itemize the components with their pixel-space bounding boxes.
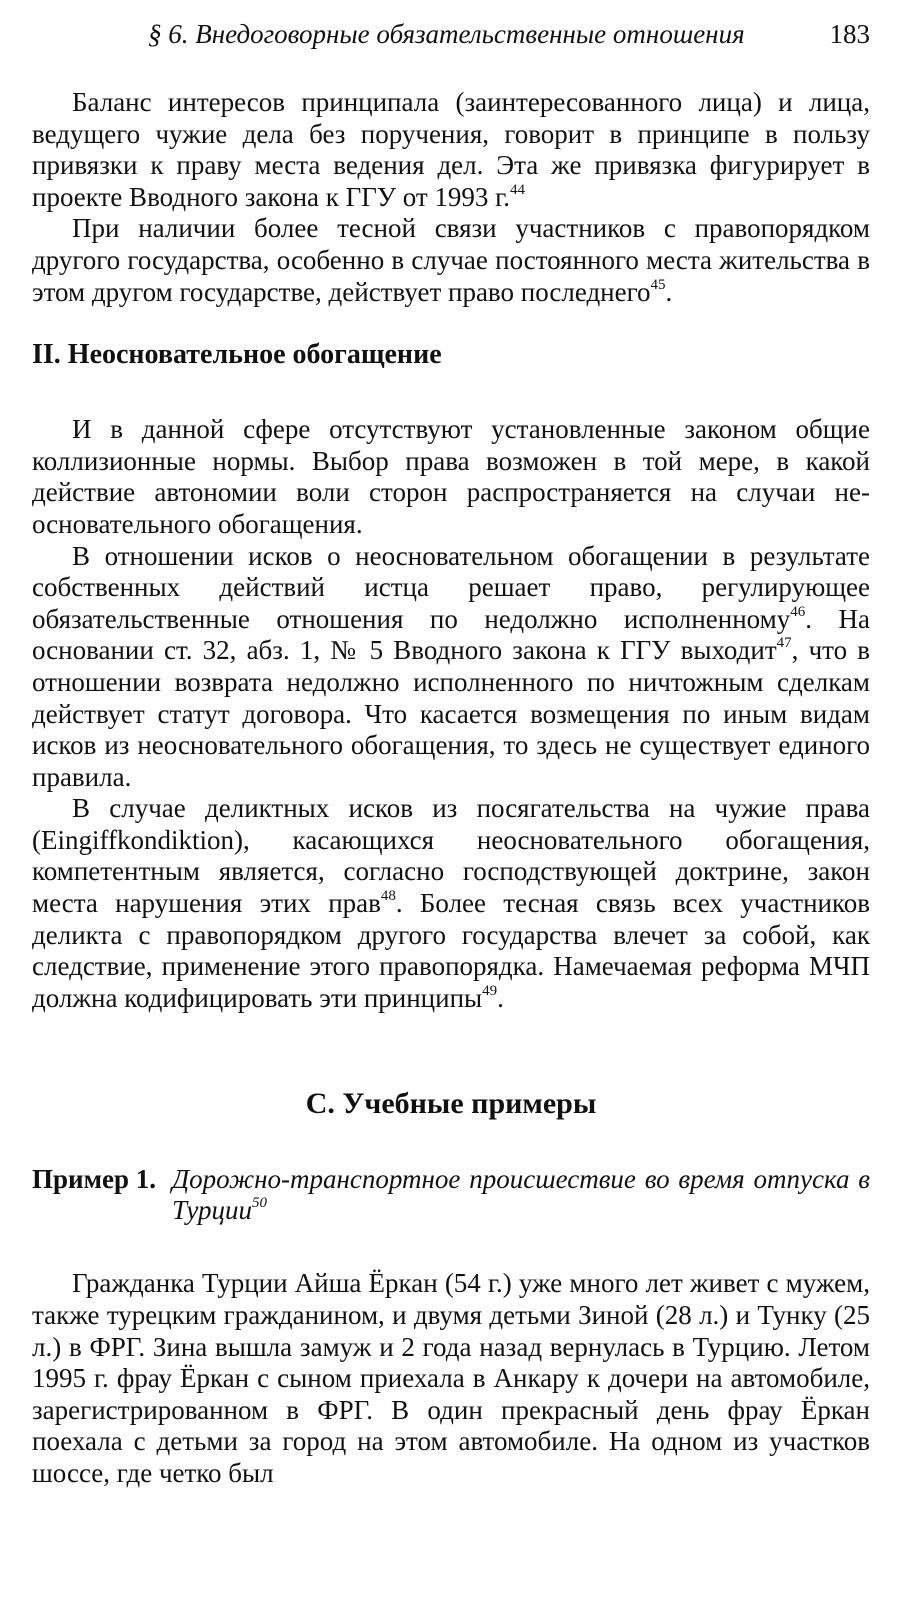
example-title-text: Дорожно-транспортное происшествие во время отпуска в Турции xyxy=(172,1164,870,1226)
example-heading xyxy=(32,1164,870,1226)
footnote-ref-45: 45 xyxy=(650,276,666,293)
book-page xyxy=(32,14,870,1490)
running-title: § 6. Внедоговорные обязательственные отношения xyxy=(148,19,745,49)
example-label: Пример 1. xyxy=(32,1164,156,1195)
punctuation: . xyxy=(497,982,504,1013)
paragraph-text: . Более тесная связь всех участников деликта с правопорядком другого государства влечет за собой, как следствие, применение этого правопорядка. Намечаемая реформа МЧП должна кодифицировать эти принципы xyxy=(32,888,870,1013)
paragraph-2 xyxy=(32,213,870,308)
running-header xyxy=(32,14,870,54)
part-heading: С. Учебные примеры xyxy=(305,1087,597,1121)
paragraph-text: При наличии более тесной связи участников с правопорядком другого государства, особенно в случае постоянного места жительства в этом другом государстве, действует право последнего xyxy=(32,213,870,307)
footnote-ref-47: 47 xyxy=(776,635,792,652)
paragraph-1 xyxy=(32,87,870,213)
footnote-ref-49: 49 xyxy=(482,982,498,999)
example-title xyxy=(172,1164,870,1226)
text-block-1 xyxy=(32,87,870,308)
paragraph-5 xyxy=(32,793,870,1014)
footnote-ref-46: 46 xyxy=(790,603,806,620)
paragraph-text: Баланс интересов принципала (заинтересованного лица) и лица, ведущего чужие дела без поручения, говорит в принципе в пользу привязки к праву места ведения дел. Эта же привязка фигурирует в проекте Вводного закона к ГГУ от 1993 г. xyxy=(32,87,870,212)
paragraph-4 xyxy=(32,541,870,794)
footnote-ref-44: 44 xyxy=(509,181,525,198)
footnote-ref-48: 48 xyxy=(380,888,396,905)
paragraph-text: В случае деликтных исков из посягательства на чужие права (Eingiffkondiktion), касающихся неосновательного обогащения, компетентным является, согласно господствующей доктрине, закон места нарушения этих прав xyxy=(32,793,870,919)
paragraph-3: И в данной сфере отсутствуют установленные законом общие коллизионные нормы. Выбор права возможен в той мере, в какой действие автономии воли сторон распространяется на случаи неосновательного обогащения. xyxy=(32,414,870,539)
paragraph-6: Гражданка Турции Айша Ёркан (54 г.) уже много лет живет с мужем, также турецким гражданином, и двумя детьми Зиной (28 л.) и Тунку (25 л.) в ФРГ. Зина вышла замуж и 2 года назад вернулась в Турцию. Летом 1995 г. фрау Ёркан с сыном приехала в Анкару к дочери на автомобиле, зарегистрированном в ФРГ. В один прекрасный день фрау Ёркан поехала с детьми за город на этом автомобиле. На одном из участков шоссе, где четко был xyxy=(32,1268,870,1488)
paragraph-text: . На основании ст. 32, абз. 1, № 5 Вводного закона к ГГУ выходит xyxy=(32,603,870,666)
paragraph-text: , что в отношении возврата недолжно исполненного по ничтожным сделкам действует статут договора. Что касается возмещения по иным видам исков из неосновательного обогащения, то здесь не существует единого правила. xyxy=(32,635,870,792)
text-block-3 xyxy=(32,1268,870,1489)
section-heading: II. Неосновательное обогащение xyxy=(32,339,442,371)
footnote-ref-50: 50 xyxy=(252,1195,267,1212)
text-block-2 xyxy=(32,414,870,1014)
punctuation: . xyxy=(665,276,673,307)
page-number: 183 xyxy=(829,19,870,49)
paragraph-text: В отношении исков о неосновательном обогащении в результате собственных действий истца решает право, регулирующее обязательственные отношения по недолжно исполненному xyxy=(32,540,870,634)
